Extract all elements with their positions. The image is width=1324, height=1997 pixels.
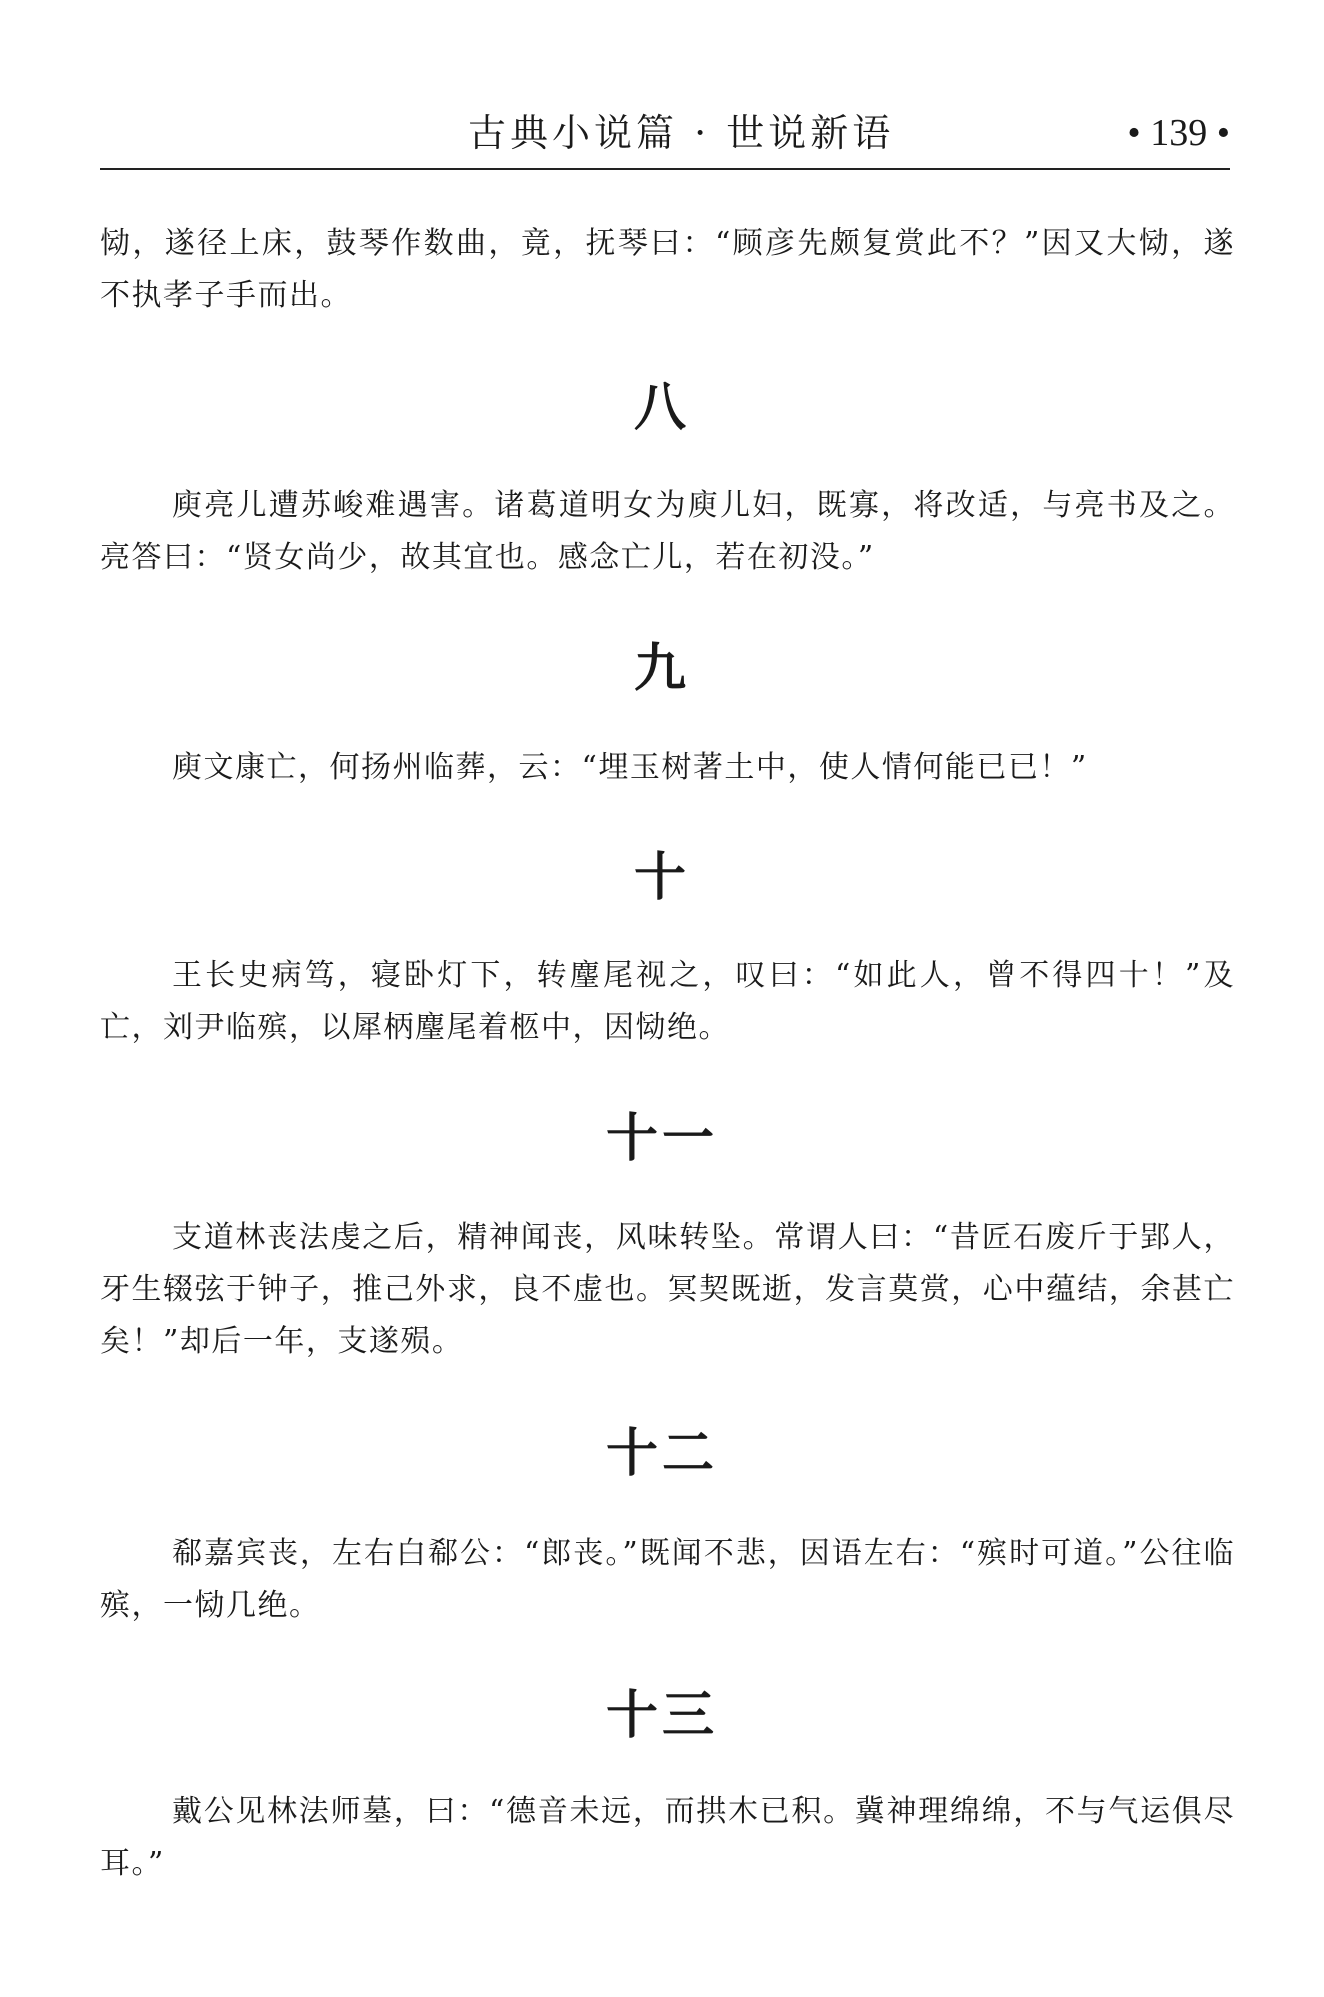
paragraph-section-11: 支道林丧法虔之后，精神闻丧，风味转坠。常谓人曰：“昔匠石废斤于郢人，牙生辍弦于钟子，推己外求，良不虚也。冥契既逝，发言莫赏，心中蕴结，余甚亡矣！”却后一年，支遂殒。 (100, 1220, 1235, 1359)
paragraph-section-9: 庾文康亡，何扬州临葬，云：“埋玉树著土中，使人情何能已已！” (172, 750, 1088, 785)
section-heading-8: 八 (633, 378, 690, 438)
paragraph-section-10: 王长史病笃，寝卧灯下，转麈尾视之，叹曰：“如此人，曾不得四十！”及亡，刘尹临殡，以犀柄麈尾着柩中，因恸绝。 (100, 958, 1235, 1045)
section-heading-11: 十一 (605, 1109, 718, 1169)
running-header-title: 古典小说篇 · 世说新语 (468, 111, 895, 155)
section-heading-12: 十二 (605, 1424, 718, 1484)
running-header (100, 108, 1230, 168)
paragraph-section-12: 郗嘉宾丧，左右白郗公：“郎丧。”既闻不悲，因语左右：“殡时可道。”公往临殡，一恸几绝。 (100, 1536, 1235, 1623)
paragraph-continued: 恸，遂径上床，鼓琴作数曲，竟，抚琴曰：“顾彦先颇复赏此不？”因又大恸，遂不执孝子手而出。 (100, 226, 1235, 313)
section-heading-10: 十 (633, 848, 690, 908)
section-heading-9: 九 (633, 639, 690, 699)
section-heading-13: 十三 (605, 1686, 718, 1746)
paragraph-section-8: 庾亮儿遭苏峻难遇害。诸葛道明女为庾儿妇，既寡，将改适，与亮书及之。亮答曰：“贤女尚少，故其宜也。感念亡儿，若在初没。” (100, 488, 1235, 575)
header-rule (100, 168, 1230, 170)
paragraph-section-13: 戴公见林法师墓，曰：“德音未远，而拱木已积。冀神理绵绵，不与气运俱尽耳。” (100, 1794, 1235, 1881)
page-number: • 139 • (1127, 112, 1230, 154)
